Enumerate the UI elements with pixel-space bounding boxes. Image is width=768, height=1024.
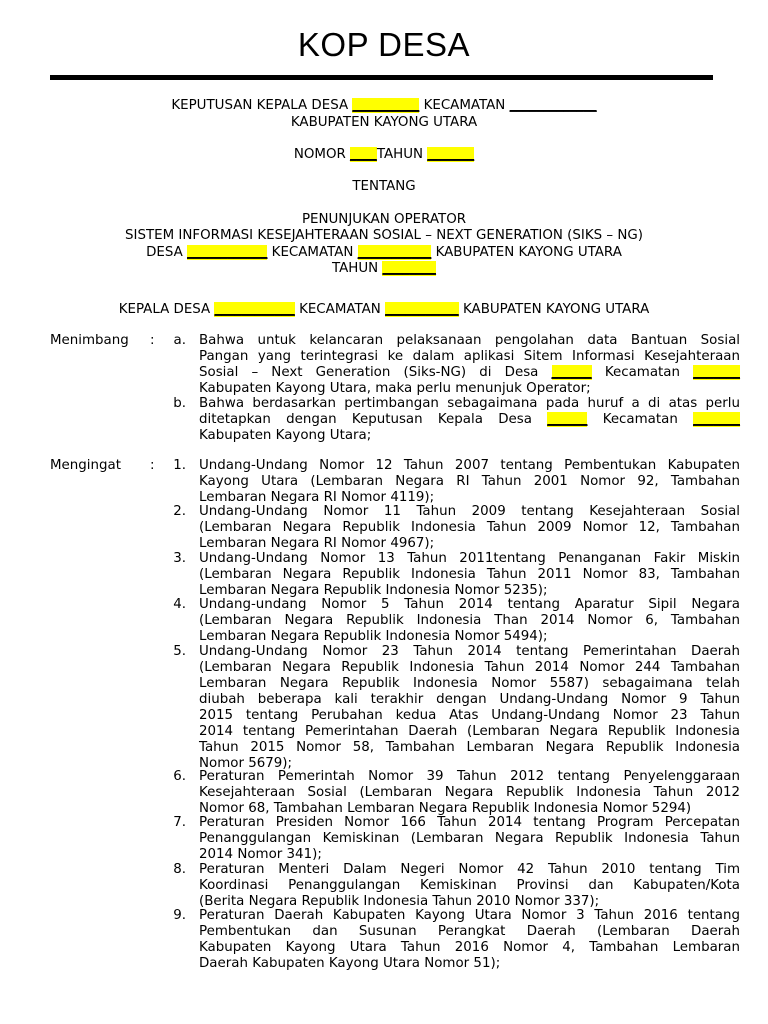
blank-desa-3[interactable]: ____________ [214,302,295,317]
mengingat-item-line: Lembaran Negara RI Nomor 4967); [199,536,435,551]
mengingat-item-line: (Lembaran Negara Republik Indonesia Tahun 2009 Nomor 12, Tambahan [199,520,740,535]
menimbang-colon: : [150,333,155,348]
mengingat-item-line: Tahun 2015 Nomor 58, Tambahan Lembaran Negara Republik Indonesia [199,740,740,755]
mengingat-item-number: 8. [173,862,186,877]
menimbang-label: Menimbang [50,333,129,348]
kepala-desa-line: KEPALA DESA ____________ KECAMATAN ___________ KABUPATEN KAYONG UTARA [118,302,650,317]
blank-desa-4[interactable]: ______ [551,365,592,380]
menimbang-b: Bahwa berdasarkan pertimbangan sebagaimana pada huruf a di atas perlu ditetapkan dengan Keputusan Kepala Desa ______ Kecamatan _______ Kabupaten Kayong Utara; [199,396,740,443]
letterhead-title: KOP DESA [297,26,471,63]
mengingat-item [199,597,740,645]
mengingat-item-line: Peraturan Presiden Nomor 166 Tahun 2014 tentang Program Percepatan [199,815,740,830]
blank-nomor[interactable]: ____ [350,147,377,162]
subject-line3: DESA ____________ KECAMATAN ___________ KABUPATEN KAYONG UTARA [146,245,622,260]
mengingat-item-line: (Berita Negara Republik Indonesia Tahun 2010 Nomor 337); [199,894,600,909]
mengingat-item-line: Kesejahteraan Sosial (Lembaran Negara Republik Indonesia Tahun 2012 [199,785,740,800]
mengingat-item-line: Pembentukan dan Susunan Perangkat Daerah (Lembaran Daerah [199,924,740,939]
mengingat-item-line: Lembaran Negara Republik Indonesia Nomor 5494); [199,629,548,644]
mengingat-item-line: (Lembaran Negara Republik Indonesia Tahun 2011 Nomor 83, Tambahan [199,567,740,582]
mengingat-item-line: Nomor 68, Tambahan Lembaran Negara Republik Indonesia Nomor 5294) [199,801,692,816]
blank-desa-2[interactable]: ____________ [187,245,268,260]
mengingat-item-line: Peraturan Menteri Dalam Negeri Nomor 42 Tahun 2010 tentang Tim [199,862,740,877]
decree-number: NOMOR ____TAHUN _______ [293,147,475,162]
mengingat-item [199,644,740,772]
blank-kecamatan-4[interactable]: _______ [693,365,740,380]
mengingat-colon: : [150,458,155,473]
mengingat-item-line: Penanggulangan Kemiskinan (Lembaran Negara Republik Indonesia Tahun [199,831,740,846]
decree-title-line1: KEPUTUSAN KEPALA DESA __________ KECAMATAN _____________ [171,98,597,113]
blank-kecamatan-2[interactable]: ___________ [357,245,432,260]
mengingat-item-line: Undang-Undang Nomor 11 Tahun 2009 tentang Kesejahteraan Sosial [199,504,740,519]
letterhead-divider [50,75,713,80]
mengingat-item-line: 2014 tentang Pemerintahan Daerah (Lembaran Negara Republik Indonesia [199,724,740,739]
subject-line4: TAHUN ________ [331,261,436,276]
mengingat-label: Mengingat [50,458,121,473]
menimbang-a: Bahwa untuk kelancaran pelaksanaan pengolahan data Bantuan Sosial Pangan yang terintegrasi ke dalam aplikasi Sitem Informasi Kesejahteraan Sosial – Next Generation (Siks-NG) di Desa ______ Kecamatan _______ Kabupaten Kayong Utara, maka perlu menunjuk Operator; [199,333,740,396]
mengingat-item-line: Daerah Kabupaten Kayong Utara Nomor 51); [199,956,501,971]
blank-desa[interactable]: __________ [352,98,420,113]
mengingat-item [199,504,740,552]
mengingat-item-line: Lembaran Negara Republik Indonesia Nomor 5235); [199,583,548,598]
mengingat-item-line: Undang-undang Nomor 5 Tahun 2014 tentang Aparatur Sipil Negara [199,597,740,612]
mengingat-item [199,551,740,599]
mengingat-item-line: Lembaran Negara Republik Indonesia Nomor 5587) sebagaimana telah [199,676,740,691]
blank-kecamatan[interactable]: _____________ [509,98,597,113]
subject-line1: PENUNJUKAN OPERATOR [301,212,467,227]
mengingat-item [199,815,740,863]
mengingat-item-line: Lembaran Negara RI Nomor 4119); [199,490,435,505]
mengingat-item-line: Kayong Utara (Lembaran Negara RI Tahun 2001 Nomor 92, Tambahan [199,474,740,489]
subject-line2: SISTEM INFORMASI KESEJAHTERAAN SOSIAL – NEXT GENERATION (SIKS – NG) [125,228,643,243]
mengingat-item-number: 3. [173,551,186,566]
blank-kecamatan-5[interactable]: _______ [693,412,740,427]
mengingat-item-line: Undang-Undang Nomor 23 Tahun 2014 tentang Pemerintahan Daerah [199,644,740,659]
mengingat-item-line: (Lembaran Negara Republik Indonesia Than 2014 Nomor 6, Tambahan [199,613,740,628]
mengingat-item-line: Peraturan Daerah Kabupaten Kayong Utara Nomor 3 Tahun 2016 tentang [199,908,740,923]
mengingat-item-number: 5. [173,644,186,659]
mengingat-item-line: Peraturan Pemerintah Nomor 39 Tahun 2012 tentang Penyelenggaraan [199,769,740,784]
blank-tahun[interactable]: _______ [427,147,475,162]
mengingat-item [199,458,740,506]
mengingat-item [199,908,740,972]
mengingat-item-line: Kabupaten Kayong Utara Tahun 2016 Nomor 4, Tambahan Lembaran [199,940,740,955]
mengingat-item-line: Koordinasi Penanggulangan Kemiskinan Provinsi dan Kabupaten/Kota [199,878,740,893]
decree-title-line2: KABUPATEN KAYONG UTARA [290,115,478,130]
mengingat-item-number: 6. [173,769,186,784]
mengingat-item-number: 2. [173,504,186,519]
mengingat-item-line: (Lembaran Negara Republik Indonesia Tahun 2014 Nomor 244 Tambahan [199,660,740,675]
mengingat-item-line: Undang-Undang Nomor 12 Tahun 2007 tentang Pembentukan Kabupaten [199,458,740,473]
mengingat-item [199,862,740,910]
mengingat-item-line: Nomor 5679); [199,756,293,771]
blank-tahun-2[interactable]: ________ [382,261,436,276]
mengingat-item-number: 4. [173,597,186,612]
blank-kecamatan-3[interactable]: ___________ [385,302,459,317]
mengingat-item-line: 2015 tentang Perubahan kedua Atas Undang-Undang Nomor 23 Tahun [199,708,740,723]
mengingat-item-number: 1. [173,458,186,473]
blank-desa-5[interactable]: ______ [547,412,588,427]
menimbang-a-num: a. [173,333,186,348]
mengingat-item-number: 7. [173,815,186,830]
mengingat-item-number: 9. [173,908,186,923]
mengingat-item-line: diubah beberapa kali terakhir dengan Undang-Undang Nomor 9 Tahun [199,692,740,707]
menimbang-b-num: b. [173,396,186,411]
mengingat-item [199,769,740,817]
mengingat-item-line: 2014 Nomor 341); [199,847,322,862]
mengingat-item-line: Undang-Undang Nomor 13 Tahun 2011tentang Penanganan Fakir Miskin [199,551,740,566]
tentang-label: TENTANG [352,179,416,194]
